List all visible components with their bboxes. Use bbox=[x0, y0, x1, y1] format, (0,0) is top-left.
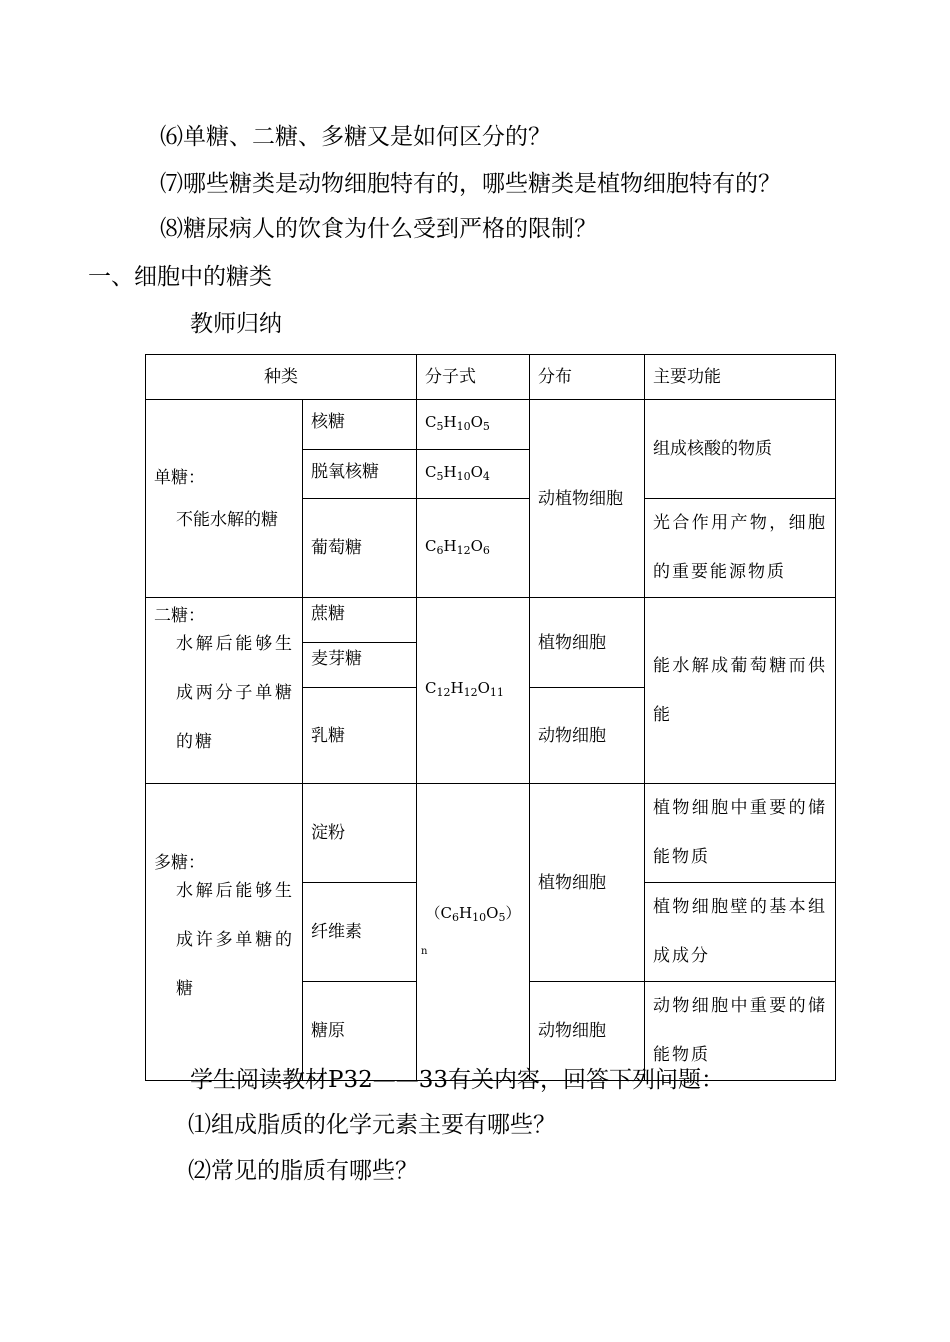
poly-formula-n: n bbox=[421, 945, 428, 957]
header-kind: 种类 bbox=[146, 355, 417, 400]
teacher-summary-heading: 教师归纳 bbox=[190, 311, 282, 337]
di-category-cell bbox=[146, 598, 303, 784]
poly-category-cell bbox=[146, 784, 303, 1081]
question-8: ⑻糖尿病人的饮食为什么受到严格的限制？ bbox=[160, 216, 597, 242]
header-formula: 分子式 bbox=[417, 355, 530, 400]
table-row bbox=[146, 400, 836, 450]
di-distribution-animal: 动物细胞 bbox=[530, 688, 645, 784]
poly-distribution-animal: 动物细胞 bbox=[530, 982, 645, 1081]
poly-item-cellulose: 纤维素 bbox=[303, 883, 417, 982]
sugar-classification-table bbox=[145, 354, 836, 1081]
question-6: ⑹单糖、二糖、多糖又是如何区分的？ bbox=[160, 124, 551, 150]
mono-category: 单糖： bbox=[154, 467, 205, 488]
mono-item-deoxyribose: 脱氧核糖 bbox=[303, 450, 417, 499]
mono-item-ribose: 核糖 bbox=[303, 400, 417, 450]
poly-function-glycogen: 动物细胞中重要的储能物质 bbox=[645, 982, 836, 1081]
table-row bbox=[146, 784, 836, 883]
di-item-maltose: 麦芽糖 bbox=[303, 643, 417, 688]
mono-item-glucose: 葡萄糖 bbox=[303, 499, 417, 598]
student-reading-instruction: 学生阅读教材P32——33有关内容，回答下列问题： bbox=[190, 1067, 725, 1093]
question-1: ⑴组成脂质的化学元素主要有哪些？ bbox=[188, 1112, 556, 1138]
di-item-lactose: 乳糖 bbox=[303, 688, 417, 784]
header-distribution: 分布 bbox=[530, 355, 645, 400]
di-distribution-plant: 植物细胞 bbox=[530, 598, 645, 688]
di-desc: 水解后能够生成两分子单糖的糖 bbox=[176, 634, 294, 752]
poly-desc: 水解后能够生成许多单糖的糖 bbox=[176, 880, 294, 999]
poly-item-glycogen: 糖原 bbox=[303, 982, 417, 1081]
poly-category: 多糖： bbox=[154, 852, 205, 873]
di-function: 能水解成葡萄糖而供能 bbox=[645, 598, 836, 784]
poly-formula: $(C_6H_{10}O_5)$ n bbox=[417, 784, 530, 1081]
mono-formula-deoxyribose: $C_5H_{10}O_4$ bbox=[417, 450, 530, 499]
question-7: ⑺哪些糖类是动物细胞特有的，哪些糖类是植物细胞特有的？ bbox=[160, 171, 781, 197]
poly-function-starch: 植物细胞中重要的储能物质 bbox=[645, 784, 836, 883]
di-category: 二糖： bbox=[154, 606, 205, 626]
poly-function-cellulose: 植物细胞壁的基本组成成分 bbox=[645, 883, 836, 982]
poly-distribution-plant: 植物细胞 bbox=[530, 784, 645, 982]
di-item-sucrose: 蔗糖 bbox=[303, 598, 417, 643]
table-row bbox=[146, 598, 836, 643]
mono-distribution: 动植物细胞 bbox=[530, 400, 645, 598]
mono-function-energy: 光合作用产物，细胞的重要能源物质 bbox=[645, 499, 836, 598]
mono-category-cell bbox=[146, 400, 303, 598]
mono-function-nucleic: 组成核酸的物质 bbox=[645, 400, 836, 499]
question-2: ⑵常见的脂质有哪些？ bbox=[188, 1158, 418, 1184]
poly-item-starch: 淀粉 bbox=[303, 784, 417, 883]
mono-formula-glucose: $C_6H_{12}O_6$ bbox=[417, 499, 530, 598]
di-formula: $C_{12}H_{12}O_{11}$ bbox=[417, 598, 530, 784]
header-row bbox=[146, 355, 836, 400]
mono-desc: 不能水解的糖 bbox=[176, 509, 278, 530]
header-function: 主要功能 bbox=[645, 355, 836, 400]
mono-formula-ribose: $C_5H_{10}O_5$ bbox=[417, 400, 530, 450]
section-heading: 一、细胞中的糖类 bbox=[88, 264, 272, 290]
